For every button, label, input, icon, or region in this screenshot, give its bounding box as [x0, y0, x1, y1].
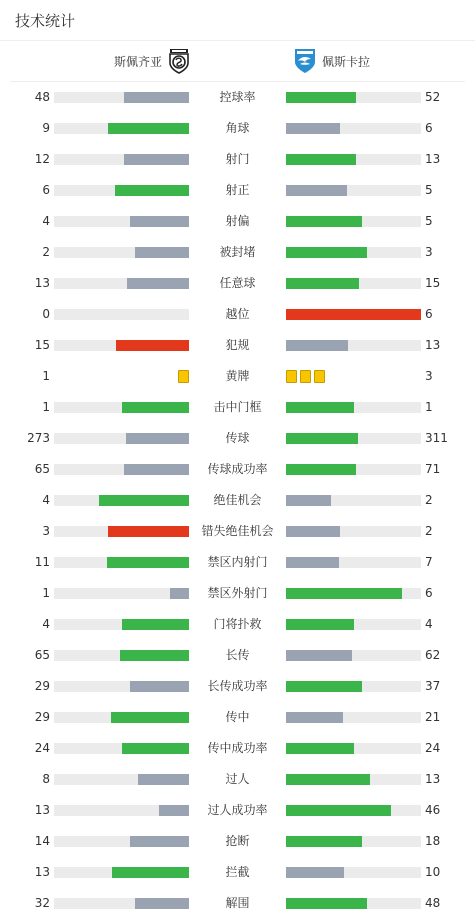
- away-stat-bar-fill: [286, 712, 343, 723]
- stat-label: 射偏: [225, 214, 250, 228]
- home-stat-bar-fill: [159, 805, 189, 816]
- home-stat-bar-fill: [135, 247, 189, 258]
- away-stat-value: 21: [425, 710, 441, 724]
- home-stat-value: 13: [34, 803, 50, 817]
- stat-label: 控球率: [219, 90, 256, 104]
- away-stat-value: 7: [425, 555, 433, 569]
- home-stat-value: 48: [34, 90, 50, 104]
- home-stat-bar-fill: [135, 898, 189, 909]
- stat-label: 错失绝佳机会: [201, 524, 274, 538]
- stat-row: [0, 299, 475, 330]
- stat-row: [0, 888, 475, 919]
- home-stat-bar-track: [54, 805, 189, 816]
- away-stat-bar-fill: [286, 309, 421, 320]
- home-stat-value: 0: [42, 307, 50, 321]
- home-stat-value: 4: [42, 493, 50, 507]
- teams-header: [10, 41, 465, 82]
- section-header: [0, 0, 475, 41]
- home-stat-bar-fill: [124, 154, 189, 165]
- away-team[interactable]: [294, 41, 370, 81]
- away-stat-bar-fill: [286, 185, 347, 196]
- stat-row: [0, 82, 475, 113]
- away-stat-bar-fill: [286, 464, 356, 475]
- home-stat-bar-fill: [112, 867, 189, 878]
- home-stat-bar-fill: [108, 123, 189, 134]
- home-stat-value: 4: [42, 617, 50, 631]
- away-stat-value: 5: [425, 214, 433, 228]
- home-stat-bar-fill: [138, 774, 189, 785]
- away-stat-bar-fill: [286, 154, 356, 165]
- away-stat-bar-track: [286, 464, 421, 475]
- home-stat-bar-fill: [111, 712, 189, 723]
- home-yellow-cards: [178, 370, 189, 383]
- away-stat-bar-track: [286, 185, 421, 196]
- home-stat-bar-fill: [122, 402, 190, 413]
- away-stat-bar-fill: [286, 805, 391, 816]
- home-stat-value: 14: [34, 834, 50, 848]
- away-stat-value: 37: [425, 679, 441, 693]
- home-stat-bar-track: [54, 185, 189, 196]
- home-stat-bar-track: [54, 867, 189, 878]
- stat-label: 犯规: [225, 338, 250, 352]
- away-stat-bar-fill: [286, 340, 348, 351]
- home-stat-bar-track: [54, 309, 189, 320]
- stat-label: 传球: [225, 431, 250, 445]
- yellow-card-icon: [300, 370, 311, 383]
- away-team-name: 佩斯卡拉: [322, 54, 371, 69]
- home-stat-value: 13: [34, 276, 50, 290]
- home-stat-bar-fill: [127, 278, 189, 289]
- away-stat-value: 5: [425, 183, 433, 197]
- yellow-card-icon: [314, 370, 325, 383]
- stats-list: [0, 82, 475, 919]
- home-stat-bar-track: [54, 712, 189, 723]
- stat-label: 击中门框: [213, 400, 262, 414]
- stat-label: 解围: [225, 896, 250, 910]
- stat-label: 射正: [225, 183, 250, 197]
- away-stat-bar-track: [286, 216, 421, 227]
- home-stat-bar-fill: [124, 464, 189, 475]
- home-stat-value: 2: [42, 245, 50, 259]
- home-stat-value: 32: [34, 896, 50, 910]
- away-stat-bar-track: [286, 92, 421, 103]
- away-stat-bar-fill: [286, 588, 402, 599]
- home-stat-bar-track: [54, 216, 189, 227]
- home-stat-value: 1: [42, 586, 50, 600]
- yellow-card-icon: [178, 370, 189, 383]
- away-stat-bar-track: [286, 123, 421, 134]
- away-stat-bar-fill: [286, 402, 354, 413]
- stat-row: [0, 175, 475, 206]
- away-stat-value: 4: [425, 617, 433, 631]
- home-stat-bar-fill: [99, 495, 189, 506]
- stat-label: 被封堵: [219, 245, 256, 259]
- home-stat-value: 11: [34, 555, 50, 569]
- away-stat-bar-fill: [286, 247, 367, 258]
- away-stat-bar-track: [286, 402, 421, 413]
- away-stat-bar-track: [286, 681, 421, 692]
- stat-label: 过人: [225, 772, 250, 786]
- home-stat-bar-track: [54, 526, 189, 537]
- stat-row: [0, 702, 475, 733]
- home-stat-bar-fill: [108, 526, 189, 537]
- home-stat-value: 273: [27, 431, 50, 445]
- away-stat-bar-track: [286, 712, 421, 723]
- stat-row: [0, 206, 475, 237]
- away-stat-bar-track: [286, 495, 421, 506]
- home-stat-bar-track: [54, 681, 189, 692]
- home-stat-bar-fill: [126, 433, 189, 444]
- home-stat-bar-track: [54, 154, 189, 165]
- stat-row: [0, 454, 475, 485]
- away-stat-bar-fill: [286, 123, 340, 134]
- stat-row: [0, 640, 475, 671]
- away-stat-bar-fill: [286, 836, 362, 847]
- away-stat-bar-fill: [286, 557, 339, 568]
- stat-label: 传球成功率: [207, 462, 268, 476]
- stat-label: 越位: [225, 307, 250, 321]
- stat-label: 黄牌: [225, 369, 250, 383]
- stat-row: [0, 392, 475, 423]
- home-stat-bar-track: [54, 743, 189, 754]
- stat-label: 射门: [225, 152, 250, 166]
- home-stat-bar-fill: [170, 588, 189, 599]
- away-stat-bar-fill: [286, 898, 367, 909]
- home-stat-value: 29: [34, 710, 50, 724]
- stat-row: [0, 826, 475, 857]
- stat-row: [0, 113, 475, 144]
- home-stat-bar-track: [54, 650, 189, 661]
- yellow-card-icon: [286, 370, 297, 383]
- away-stat-bar-fill: [286, 433, 358, 444]
- stat-label: 长传成功率: [207, 679, 268, 693]
- stat-row: [0, 671, 475, 702]
- pescara-crest-icon: [294, 48, 316, 74]
- away-stat-value: 10: [425, 865, 441, 879]
- home-stat-value: 6: [42, 183, 50, 197]
- away-stat-value: 13: [425, 152, 441, 166]
- away-stat-value: 3: [425, 369, 433, 383]
- stat-row: [0, 330, 475, 361]
- away-stat-bar-track: [286, 340, 421, 351]
- away-stat-value: 311: [425, 431, 448, 445]
- home-stat-bar-track: [54, 774, 189, 785]
- away-stat-value: 6: [425, 307, 433, 321]
- home-stat-value: 1: [42, 400, 50, 414]
- home-stat-bar-track: [54, 433, 189, 444]
- stat-row: [0, 423, 475, 454]
- home-stat-bar-track: [54, 495, 189, 506]
- away-stat-bar-track: [286, 805, 421, 816]
- home-stat-bar-track: [54, 123, 189, 134]
- home-stat-bar-track: [54, 340, 189, 351]
- away-stat-value: 18: [425, 834, 441, 848]
- away-stat-value: 6: [425, 586, 433, 600]
- home-stat-bar-track: [54, 898, 189, 909]
- home-stat-value: 1: [42, 369, 50, 383]
- away-stat-bar-track: [286, 433, 421, 444]
- away-stat-bar-fill: [286, 650, 352, 661]
- home-stat-value: 24: [34, 741, 50, 755]
- away-stat-bar-track: [286, 774, 421, 785]
- away-stat-bar-fill: [286, 278, 359, 289]
- home-stat-bar-fill: [120, 650, 189, 661]
- away-stat-bar-fill: [286, 92, 356, 103]
- away-stat-value: 13: [425, 338, 441, 352]
- away-stat-bar-track: [286, 650, 421, 661]
- home-stat-bar-track: [54, 588, 189, 599]
- home-stat-bar-fill: [116, 340, 189, 351]
- stat-label: 拦截: [225, 865, 250, 879]
- away-stat-value: 1: [425, 400, 433, 414]
- stat-row: [0, 578, 475, 609]
- away-stat-bar-track: [286, 309, 421, 320]
- stat-label: 禁区外射门: [207, 586, 268, 600]
- section-title: 技术统计: [15, 11, 76, 30]
- stat-row: [0, 857, 475, 888]
- stat-row: [0, 485, 475, 516]
- away-stat-bar-fill: [286, 216, 362, 227]
- away-stat-value: 52: [425, 90, 441, 104]
- home-stat-value: 3: [42, 524, 50, 538]
- away-stat-bar-fill: [286, 867, 344, 878]
- home-stat-value: 8: [42, 772, 50, 786]
- home-stat-bar-track: [54, 402, 189, 413]
- away-stat-value: 48: [425, 896, 441, 910]
- home-stat-bar-fill: [122, 619, 190, 630]
- home-stat-bar-track: [54, 557, 189, 568]
- stat-row: [0, 268, 475, 299]
- home-stat-value: 15: [34, 338, 50, 352]
- away-stat-value: 46: [425, 803, 441, 817]
- home-stat-value: 12: [34, 152, 50, 166]
- home-stat-bar-track: [54, 619, 189, 630]
- away-stat-bar-track: [286, 588, 421, 599]
- home-stat-bar-track: [54, 92, 189, 103]
- home-stat-bar-track: [54, 836, 189, 847]
- away-stat-value: 2: [425, 524, 433, 538]
- home-stat-value: 9: [42, 121, 50, 135]
- stat-row: [0, 144, 475, 175]
- stat-row: [0, 361, 475, 392]
- home-stat-value: 65: [34, 462, 50, 476]
- home-stat-bar-fill: [130, 216, 189, 227]
- away-stat-value: 13: [425, 772, 441, 786]
- stat-row: [0, 237, 475, 268]
- home-stat-bar-track: [54, 247, 189, 258]
- stat-row: [0, 547, 475, 578]
- away-stat-value: 15: [425, 276, 441, 290]
- away-stat-bar-fill: [286, 774, 370, 785]
- away-stat-bar-track: [286, 526, 421, 537]
- away-yellow-cards: [286, 370, 325, 383]
- stat-label: 传中: [225, 710, 250, 724]
- home-stat-bar-fill: [115, 185, 189, 196]
- away-stat-bar-track: [286, 557, 421, 568]
- stat-label: 长传: [225, 648, 250, 662]
- away-stat-bar-track: [286, 619, 421, 630]
- home-stat-bar-fill: [130, 836, 189, 847]
- stat-label: 禁区内射门: [207, 555, 268, 569]
- home-stat-value: 65: [34, 648, 50, 662]
- away-stat-bar-track: [286, 898, 421, 909]
- home-stat-value: 4: [42, 214, 50, 228]
- away-stat-value: 3: [425, 245, 433, 259]
- home-stat-bar-track: [54, 278, 189, 289]
- away-stat-bar-fill: [286, 526, 340, 537]
- stat-label: 任意球: [219, 276, 256, 290]
- away-stat-bar-track: [286, 278, 421, 289]
- away-stat-value: 71: [425, 462, 441, 476]
- home-stat-bar-fill: [122, 743, 190, 754]
- away-stat-bar-fill: [286, 619, 354, 630]
- away-stat-bar-track: [286, 247, 421, 258]
- home-team[interactable]: [114, 41, 190, 81]
- stat-row: [0, 733, 475, 764]
- spezia-crest-icon: [168, 48, 190, 74]
- away-stat-bar-track: [286, 154, 421, 165]
- away-stat-bar-track: [286, 743, 421, 754]
- home-stat-value: 13: [34, 865, 50, 879]
- away-stat-value: 2: [425, 493, 433, 507]
- away-stat-bar-fill: [286, 743, 354, 754]
- stat-label: 绝佳机会: [213, 493, 262, 507]
- stat-label: 传中成功率: [207, 741, 268, 755]
- away-stat-bar-fill: [286, 495, 331, 506]
- home-stat-bar-fill: [130, 681, 189, 692]
- away-stat-value: 24: [425, 741, 441, 755]
- home-stat-value: 29: [34, 679, 50, 693]
- home-stat-bar-track: [54, 464, 189, 475]
- away-stat-bar-fill: [286, 681, 362, 692]
- stat-row: [0, 795, 475, 826]
- stat-row: [0, 764, 475, 795]
- stat-label: 抢断: [225, 834, 250, 848]
- stat-label: 门将扑救: [213, 617, 262, 631]
- away-stat-bar-track: [286, 836, 421, 847]
- stat-label: 角球: [225, 121, 250, 135]
- away-stat-value: 62: [425, 648, 441, 662]
- stat-label: 过人成功率: [207, 803, 268, 817]
- home-stat-bar-fill: [124, 92, 189, 103]
- home-stat-bar-fill: [107, 557, 189, 568]
- away-stat-value: 6: [425, 121, 433, 135]
- home-team-name: 斯佩齐亚: [114, 54, 163, 69]
- stat-row: [0, 609, 475, 640]
- away-stat-bar-track: [286, 867, 421, 878]
- stat-row: [0, 516, 475, 547]
